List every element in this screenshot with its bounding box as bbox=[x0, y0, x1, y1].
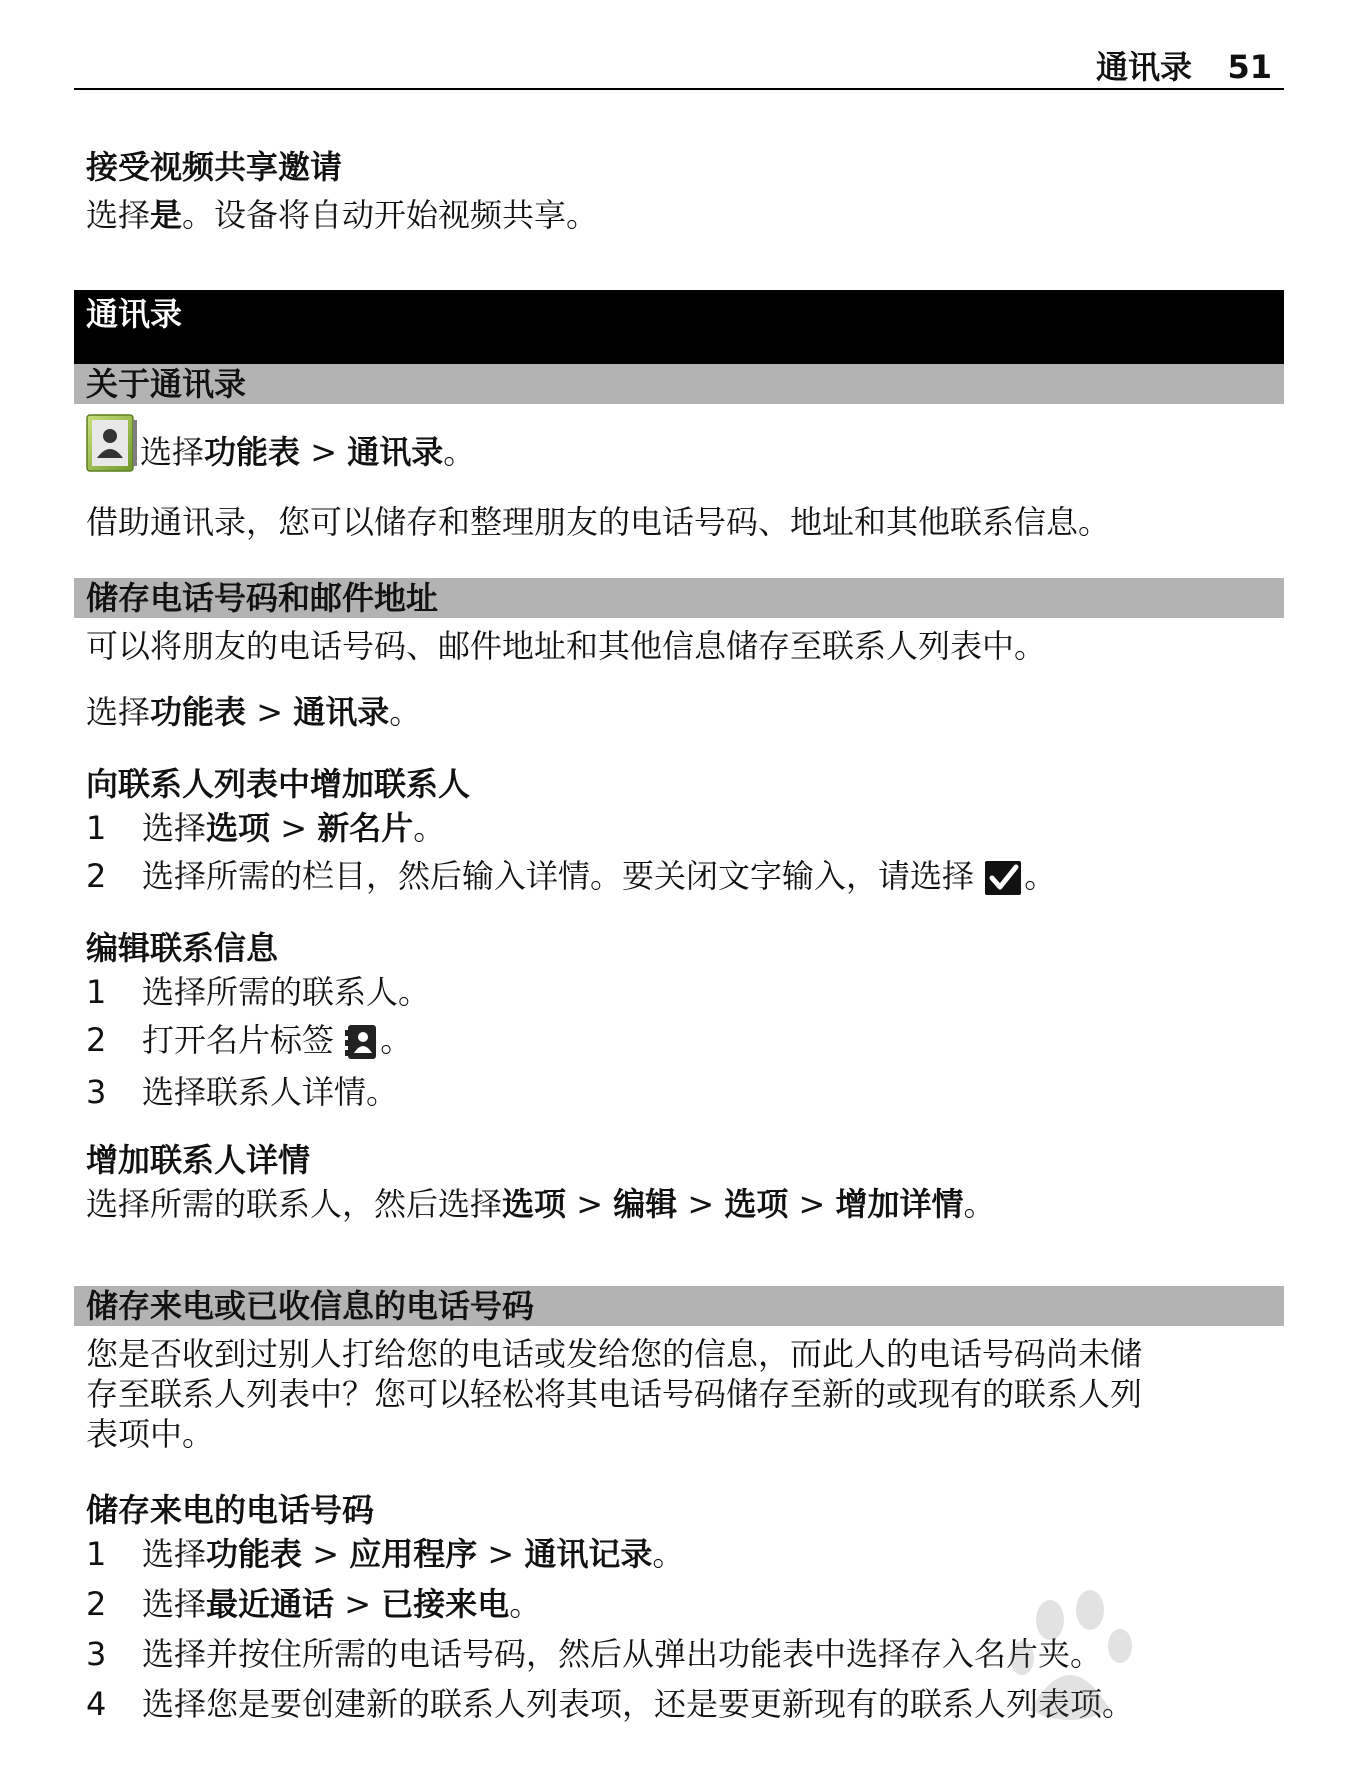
store-call-heading: 储存来电的电话号码 bbox=[86, 1491, 375, 1529]
incoming-body-line-3: 表项中。 bbox=[86, 1415, 215, 1453]
incoming-body-line-2: 存至联系人列表中？您可以轻松将其电话号码储存至新的或现有的联系人列 bbox=[86, 1375, 1143, 1413]
section-bar-about bbox=[74, 364, 1284, 404]
add-contact-step-2: 2 选择所需的栏目，然后输入详情。要关闭文字输入，请选择 。 bbox=[86, 856, 1056, 898]
section-title-incoming: 储存来电或已收信息的电话号码 bbox=[86, 1287, 535, 1325]
store-nav: 选择功能表 > 通讯录。 bbox=[86, 693, 422, 731]
about-nav: 选择功能表 > 通讯录。 bbox=[140, 433, 476, 471]
section-bar-store bbox=[74, 578, 1284, 618]
store-call-step-3: 3 选择并按住所需的电话号码，然后从弹出功能表中选择存入名片夹。 bbox=[86, 1635, 1103, 1673]
baidu-paw-watermark bbox=[930, 1580, 1260, 1760]
store-call-step-1: 1 选择功能表 > 应用程序 > 通讯记录。 bbox=[86, 1535, 685, 1573]
chapter-title: 通讯录 bbox=[86, 295, 183, 333]
video-share-heading: 接受视频共享邀请 bbox=[86, 148, 343, 186]
section-title-about: 关于通讯录 bbox=[86, 365, 247, 403]
store-call-step-4: 4 选择您是要创建新的联系人列表项，还是要更新现有的联系人列表项。 bbox=[86, 1685, 1135, 1723]
edit-contact-heading: 编辑联系信息 bbox=[86, 929, 279, 967]
video-share-body: 选择是。设备将自动开始视频共享。 bbox=[86, 196, 599, 234]
contact-card-icon bbox=[344, 1022, 380, 1062]
page-number: 51 bbox=[1227, 48, 1272, 86]
checkmark-icon bbox=[984, 858, 1024, 898]
add-details-body: 选择所需的联系人，然后选择选项 > 编辑 > 选项 > 增加详情。 bbox=[86, 1185, 996, 1223]
store-call-step-2: 2 选择最近通话 > 已接来电。 bbox=[86, 1585, 542, 1623]
about-body: 借助通讯录，您可以储存和整理朋友的电话号码、地址和其他联系信息。 bbox=[86, 503, 1111, 541]
section-title-store: 储存电话号码和邮件地址 bbox=[86, 579, 439, 617]
edit-contact-step-2: 2 打开名片标签 。 bbox=[86, 1020, 412, 1062]
incoming-body-line-1: 您是否收到过别人打给您的电话或发给您的信息，而此人的电话号码尚未储 bbox=[86, 1335, 1143, 1373]
contacts-app-icon bbox=[86, 414, 138, 474]
add-details-heading: 增加联系人详情 bbox=[86, 1141, 311, 1179]
header-title: 通讯录 bbox=[1095, 48, 1192, 86]
page-header bbox=[74, 46, 1284, 90]
add-contact-heading: 向联系人列表中增加联系人 bbox=[86, 765, 471, 803]
add-contact-step-1: 1 选择选项 > 新名片。 bbox=[86, 809, 446, 847]
section-bar-incoming bbox=[74, 1286, 1284, 1326]
chapter-bar bbox=[74, 290, 1284, 364]
edit-contact-step-1: 1 选择所需的联系人。 bbox=[86, 973, 431, 1011]
edit-contact-step-3: 3 选择联系人详情。 bbox=[86, 1073, 399, 1111]
store-body: 可以将朋友的电话号码、邮件地址和其他信息储存至联系人列表中。 bbox=[86, 627, 1047, 665]
